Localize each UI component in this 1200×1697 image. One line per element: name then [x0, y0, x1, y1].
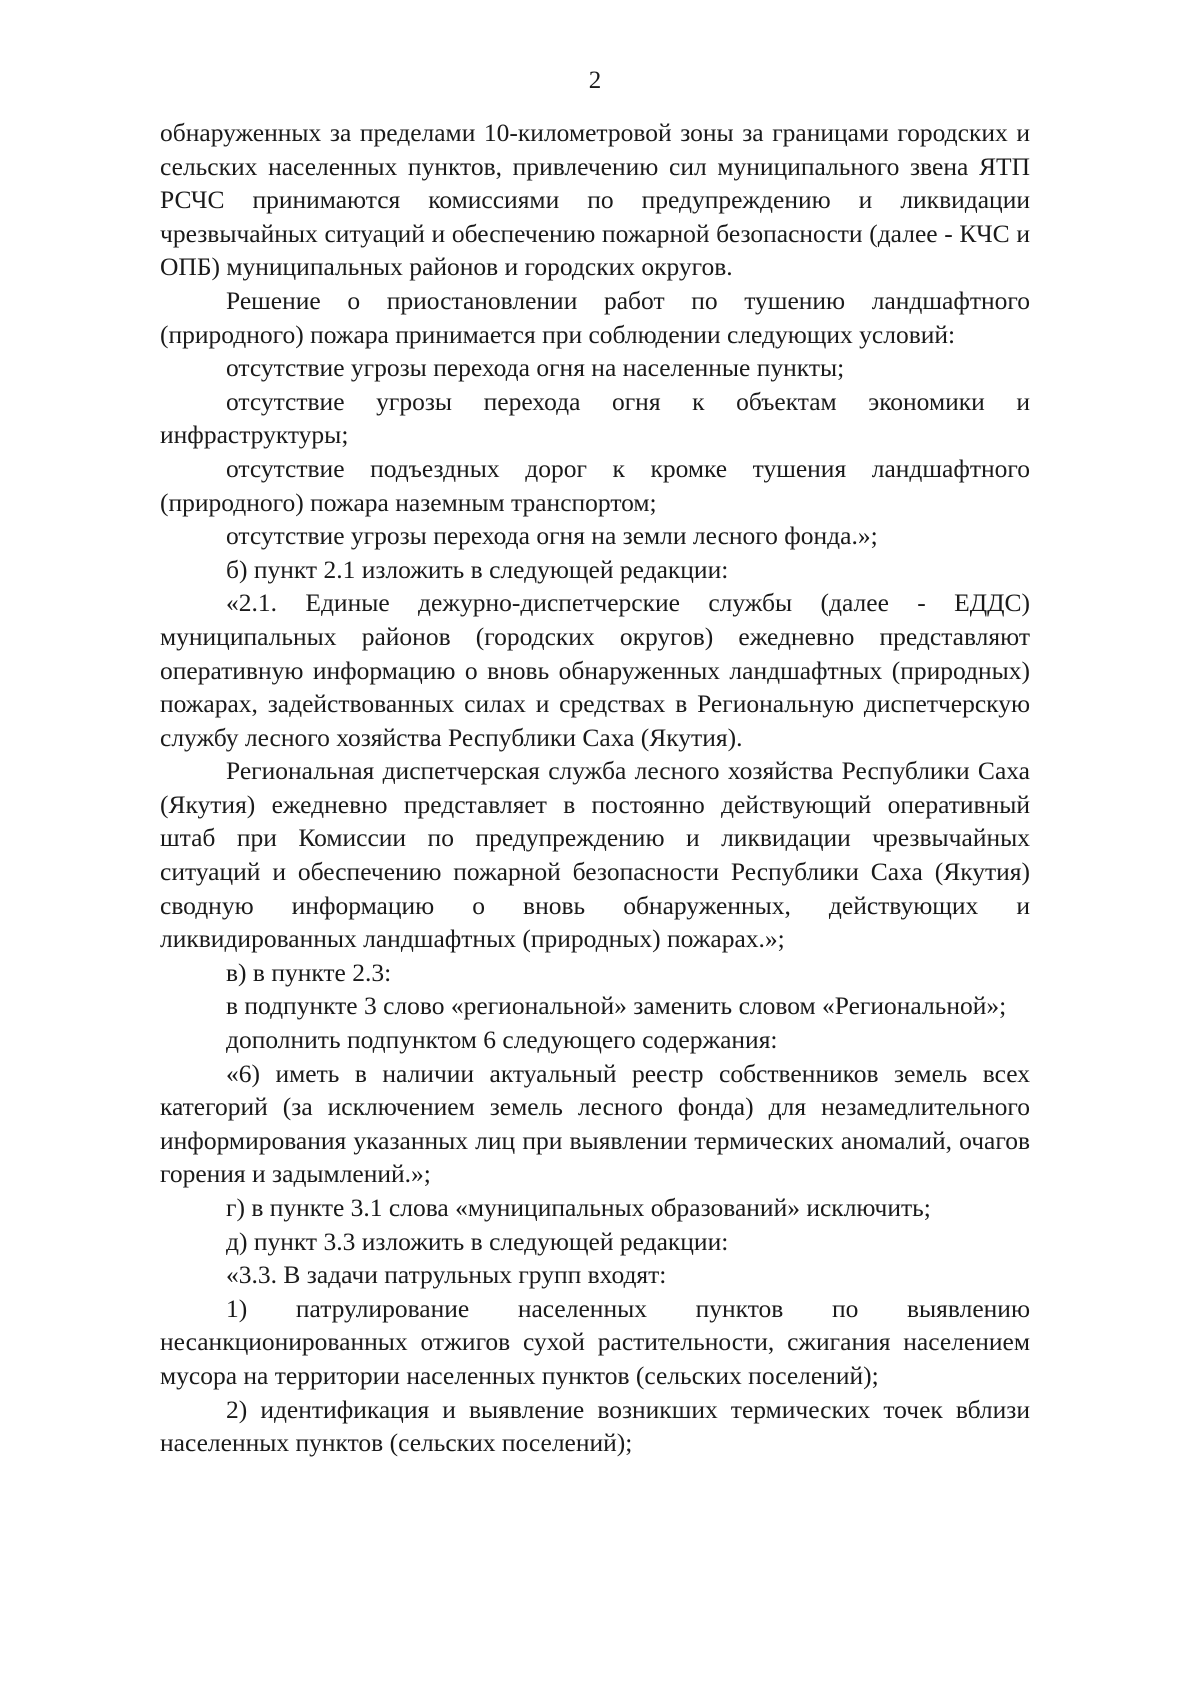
document-body [160, 116, 1030, 1460]
paragraph-item-v: в) в пункте 2.3: [226, 957, 392, 987]
paragraph-task-1: 1) патрулирование населенных пунктов по выявлению несанкционированных отжигов сухой растительности, сжигания населением мусора на территории населенных пунктов (сельских поселений); [160, 1293, 1030, 1390]
paragraph-regional-dispatch: Региональная диспетчерская служба лесного хозяйства Республики Саха (Якутия) ежедневно представляет в постоянно действующий оперативный штаб при Комиссии по предупреждению и ликвидации чрезвычайных ситуаций и обеспечению пожарной безопасности Республики Саха (Якутия) сводную информацию о вновь обнаруженных, действующих и ликвидированных ландшафтных (природных) пожарах.»; [160, 756, 1030, 954]
paragraph-subclause-6-text: «6) иметь в наличии актуальный реестр собственников земель всех категорий (за исключением земель лесного фонда) для незамедлительного информирования указанных лиц при выявлении термических аномалий, очагов горения и задымлений.»; [160, 1058, 1030, 1189]
paragraph-suspension-decision: Решение о приостановлении работ по тушению ландшафтного (природного) пожара принимается при соблюдении следующих условий: [160, 285, 1030, 349]
paragraph-clause-2-1: «2.1. Единые дежурно-диспетчерские службы (далее - ЕДДС) муниципальных районов (городских округов) ежедневно представляют оперативную информацию о вновь обнаруженных ландшафтных (природных) пожарах, задействованных силах и средствах в Региональную диспетчерскую службу лесного хозяйства Республики Саха (Якутия). [160, 588, 1030, 752]
paragraph-continuation: обнаруженных за пределами 10-километровой зоны за границами городских и сельских населенных пунктов, привлечению сил муниципального звена ЯТП РСЧС принимаются комиссиями по предупреждению и ликвидации чрезвычайных ситуаций и обеспечению пожарной безопасности (далее - КЧС и ОПБ) муниципальных районов и городских округов. [160, 118, 1030, 282]
paragraph-add-subclause-6: дополнить подпунктом 6 следующего содержания: [226, 1025, 778, 1055]
paragraph-item-g: г) в пункте 3.1 слова «муниципальных образований» исключить; [226, 1193, 931, 1222]
paragraph-condition-roads: отсутствие подъездных дорог к кромке тушения ландшафтного (природного) пожара наземным транспортом; [160, 453, 1030, 517]
paragraph-item-b: б) пункт 2.1 изложить в следующей редакции: [226, 554, 729, 584]
page-number: 2 [588, 67, 602, 94]
paragraph-condition-economy: отсутствие угрозы перехода огня к объектам экономики и инфраструктуры; [160, 386, 1030, 450]
paragraph-clause-3-3: «3.3. В задачи патрульных групп входят: [226, 1260, 667, 1290]
paragraph-task-2: 2) идентификация и выявление возникших термических точек вблизи населенных пунктов (сельских поселений); [160, 1394, 1030, 1458]
paragraph-condition-settlements: отсутствие угрозы перехода огня на населенные пункты; [226, 353, 845, 383]
paragraph-condition-forest-fund: отсутствие угрозы перехода огня на земли лесного фонда.»; [226, 521, 878, 551]
paragraph-subclause-3: в подпункте 3 слово «региональной» заменить словом «Региональной»; [226, 991, 1007, 1021]
paragraph-item-d: д) пункт 3.3 изложить в следующей редакции: [226, 1226, 729, 1256]
